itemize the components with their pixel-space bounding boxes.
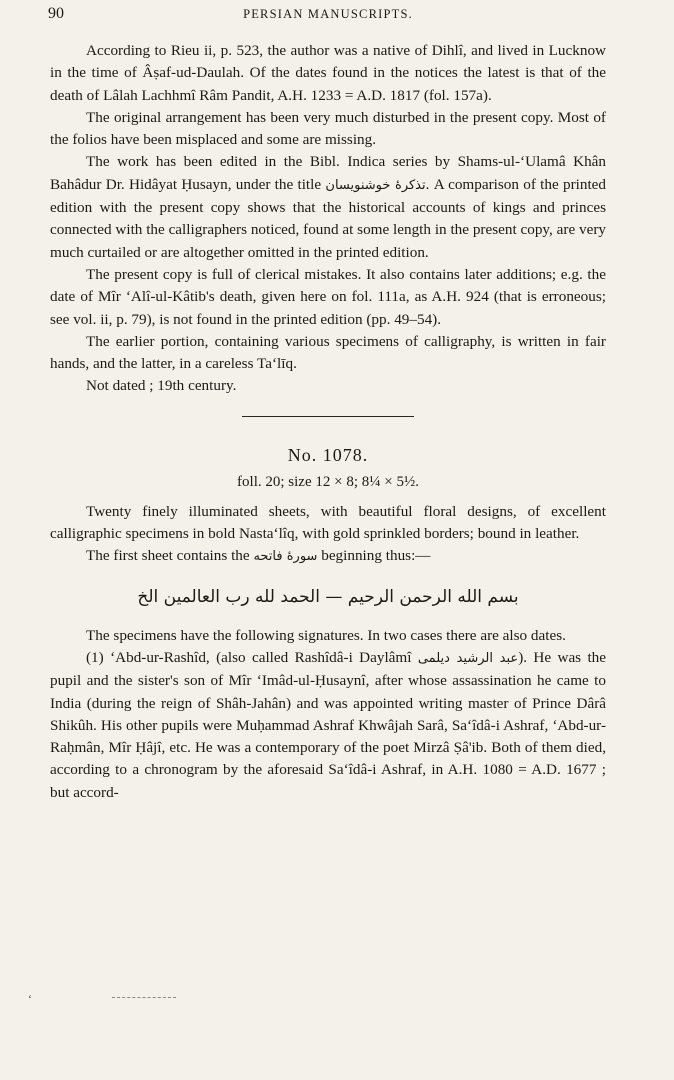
running-head <box>48 5 608 25</box>
paragraph-description: Twenty finely illuminated sheets, with beautiful floral designs, of excellent calligraphic specimens in bold Nasta‘lîq, with gold sprinkled borders; bound in leather. <box>50 502 606 543</box>
first-sheet-text-after: beginning thus:— <box>321 547 431 565</box>
paragraph-abd-ur-rashid <box>50 647 606 804</box>
entry-number: No. 1078. <box>287 444 369 465</box>
paragraph-arrangement: The original arrangement has been very much disturbed in the present copy. Most of the folios have been misplaced and some are missing. <box>50 108 606 149</box>
rashid-text-before: (1) ‘Abd-ur-Rashîd, (also called Rashîdâ-i Daylâmî <box>86 648 412 666</box>
section-divider <box>242 416 414 417</box>
stray-mark: ‘ <box>28 992 32 1006</box>
paragraph-signatures: The specimens have the following signatures. In two cases there are also dates. <box>86 626 566 644</box>
paragraph-hands: The earlier portion, containing various specimens of calligraphy, is written in fair hands, and the latter, in a careless Ta‘līq. <box>50 332 606 373</box>
paragraph-first-sheet <box>50 545 606 568</box>
paragraph-author-note: According to Rieu ii, p. 523, the author was a native of Dihlî, and lived in Lucknow in the time of Âṣaf-ud-Daulah. Of the dates found in the notices the latest is that of the death of Lâlah Lachhmî Râm Pandit, A.H. 1233 = A.D. 1817 (fol. 157a). <box>50 42 606 104</box>
paragraph-date: Not dated ; 19th century. <box>86 377 237 395</box>
edition-text-before: The work has been edited in the Bibl. Indica series by Shams-ul-‘Ulamâ Khân Bahâdur Dr. Hidâyat Ḥusayn, under the title <box>50 153 606 193</box>
paragraph-edition <box>50 151 606 263</box>
persian-title: تذكرهٔ خوشنويسان <box>325 177 426 193</box>
paragraph-clerical-mistakes: The present copy is full of clerical mistakes. It also contains later additions; e.g. the date of Mîr ‘Alî-ul-Kâtib's death, given here on fol. 111a, as A.H. 924 (that is erroneous; see vol. ii, p. 79), is not found in the printed edition (pp. 49–54). <box>50 265 606 328</box>
persian-name: عبد الرشيد ديلمى <box>417 650 519 666</box>
persian-surah-name: سورهٔ فاتحه <box>253 549 318 565</box>
running-title: PERSIAN MANUSCRIPTS. <box>243 7 413 21</box>
persian-invocation: بسم الله الرحمن الرحيم — الحمد لله رب العالمين الخ <box>137 586 519 607</box>
entry-foliation: foll. 20; size 12 × 8; 8¼ × 5½. <box>237 473 419 490</box>
body-text <box>50 40 606 804</box>
edition-text-after: . A comparison of the printed edition with the present copy shows that the historical accounts of kings and princes connected with the calligraphers noticed, found at some length in the present copy, are very much curtailed or are altogether omitted in the printed edition. <box>50 175 606 261</box>
first-sheet-text-before: The first sheet contains the <box>86 547 250 565</box>
page-number: 90 <box>48 5 64 22</box>
rashid-text-after: ). He was the pupil and the sister's son of Mîr ‘Imâd-ul-Ḥusaynî, after whose assassination he came to India (during the reign of Shâh-Jahân) and was appointed writing master of Prince Dârâ Shikûh. His other pupils were Muḥammad Ashraf Khwâjah Sarâ, Sa‘îdâ-i Ashraf, ‘Abd-ur-Raḥmân, Mîr Ḥâjî, etc. He was a contemporary of the poet Mirzâ Ṣâ'ib. Both of them died, according to a chronogram by the aforesaid Sa‘îdâ-i Ashraf, in A.H. 1080 = A.D. 1677 ; but accord- <box>50 648 607 801</box>
stray-line <box>112 997 176 998</box>
